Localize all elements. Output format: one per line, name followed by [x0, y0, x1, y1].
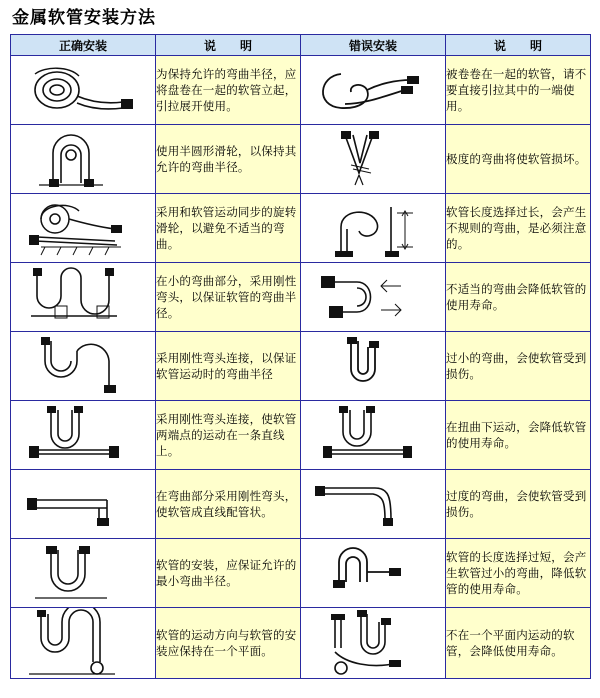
- text-correct-9: 软管的运动方向与软管的安装应保持在一个平面。: [156, 608, 301, 679]
- header-correct-description: 说 明: [156, 35, 301, 56]
- table-row: [11, 470, 591, 539]
- header-wrong-installation: 错误安装: [301, 35, 446, 56]
- text-wrong-6: 在扭曲下运动，会降低软管的使用寿命。: [446, 401, 591, 470]
- figure-wrong-excessive-bend-at-end: [301, 470, 446, 539]
- table-row: [11, 125, 591, 194]
- figure-wrong-torsional-movement-u-bend: [301, 401, 446, 470]
- figure-correct-hose-over-semicircular-pulley: [11, 125, 156, 194]
- text-wrong-7: 过度的弯曲，会使软管受到损伤。: [446, 470, 591, 539]
- table-row: [11, 332, 591, 401]
- too-small-bend-radius-hook-icon: [301, 335, 445, 397]
- text-wrong-2: 极度的弯曲将使软管损坏。: [446, 125, 591, 194]
- figure-wrong-improper-bend-near-fitting: [301, 263, 446, 332]
- text-correct-1: 为保持允许的弯曲半径，应将盘卷在一起的软管立起，引拉展开使用。: [156, 56, 301, 125]
- text-correct-4: 在小的弯曲部分，采用刚性弯头，以保证软管的弯曲半径。: [156, 263, 301, 332]
- page-title: 金属软管安装方法: [12, 8, 156, 28]
- figure-correct-rigid-elbows-both-ends-straight-line: [11, 401, 156, 470]
- text-wrong-8: 软管的长度选择过短，会产生软管过小的弯曲，降低软管的使用寿命。: [446, 539, 591, 608]
- figure-correct-rigid-bend-at-small-radius-section: [11, 263, 156, 332]
- text-correct-5: 采用刚性弯头连接，以保证软管运动时的弯曲半径: [156, 332, 301, 401]
- hose-over-semicircular-pulley-icon: [11, 129, 155, 189]
- rigid-elbows-both-ends-straight-line-icon: [11, 404, 155, 466]
- header-wrong-description: 说 明: [446, 35, 591, 56]
- table-row: [11, 401, 591, 470]
- text-correct-3: 采用和软管运动同步的旋转滑轮，以避免不适当的弯曲。: [156, 194, 301, 263]
- hose-motion-same-plane-as-installation-icon: [11, 608, 155, 678]
- text-correct-7: 在弯曲部分采用刚性弯头，使软管成直线配管状。: [156, 470, 301, 539]
- table-row: [11, 263, 591, 332]
- improper-bend-near-fitting-icon: [301, 266, 445, 328]
- figure-correct-coiled-hose-standing-upright: [11, 56, 156, 125]
- figure-wrong-coiled-hose-pulled-from-center: [301, 56, 446, 125]
- figure-correct-rigid-elbow-straight-piping: [11, 470, 156, 539]
- figure-wrong-too-small-bend-radius-hook: [301, 332, 446, 401]
- installed-hose-minimum-bend-radius-icon: [11, 542, 155, 604]
- figure-wrong-hose-too-long-irregular-loop: [301, 194, 446, 263]
- figure-correct-installed-hose-minimum-bend-radius: [11, 539, 156, 608]
- text-correct-8: 软管的安装，应保证允许的最小弯曲半径。: [156, 539, 301, 608]
- text-wrong-1: 被卷卷在一起的软管，请不要直接引拉其中的一端使用。: [446, 56, 591, 125]
- table-header-row: [11, 35, 591, 56]
- hose-installation-table: [10, 34, 591, 679]
- figure-wrong-hose-sharp-v-bend: [301, 125, 446, 194]
- figure-wrong-hose-too-long-small-bend: [301, 539, 446, 608]
- hose-motion-out-of-plane-icon: [301, 608, 445, 678]
- coiled-hose-pulled-from-center-icon: [301, 60, 445, 120]
- rigid-elbow-straight-piping-icon: [11, 476, 155, 532]
- table-row: [11, 194, 591, 263]
- text-correct-2: 使用半圆形滑轮，以保持其允许的弯曲半径。: [156, 125, 301, 194]
- figure-wrong-hose-motion-out-of-plane: [301, 608, 446, 679]
- figure-correct-hose-motion-same-plane-as-installation: [11, 608, 156, 679]
- hose-too-long-small-bend-icon: [301, 542, 445, 604]
- text-wrong-4: 不适当的弯曲会降低软管的使用寿命。: [446, 263, 591, 332]
- figure-correct-rigid-elbow-connection-u-shape: [11, 332, 156, 401]
- text-correct-6: 采用刚性弯头连接，使软管两端点的运动在一条直线上。: [156, 401, 301, 470]
- table-row: [11, 56, 591, 125]
- header-correct-installation: 正确安装: [11, 35, 156, 56]
- table-row: [11, 539, 591, 608]
- figure-correct-hose-with-synchronized-rotating-pulley: [11, 194, 156, 263]
- hose-sharp-v-bend-icon: [301, 129, 445, 189]
- text-wrong-9: 不在一个平面内运动的软管，会降低使用寿命。: [446, 608, 591, 679]
- torsional-movement-u-bend-icon: [301, 404, 445, 466]
- coiled-hose-standing-upright-icon: [11, 60, 155, 120]
- rigid-elbow-connection-u-shape-icon: [11, 335, 155, 397]
- text-wrong-3: 软管长度选择过长，会产生不规则的弯曲，是必须注意的。: [446, 194, 591, 263]
- table-row: [11, 608, 591, 679]
- rigid-bend-at-small-radius-section-icon: [11, 266, 155, 328]
- excessive-bend-at-end-icon: [301, 476, 445, 532]
- hose-with-synchronized-rotating-pulley-icon: [11, 197, 155, 259]
- hose-too-long-irregular-loop-icon: [301, 197, 445, 259]
- text-wrong-5: 过小的弯曲，会使软管受到损伤。: [446, 332, 591, 401]
